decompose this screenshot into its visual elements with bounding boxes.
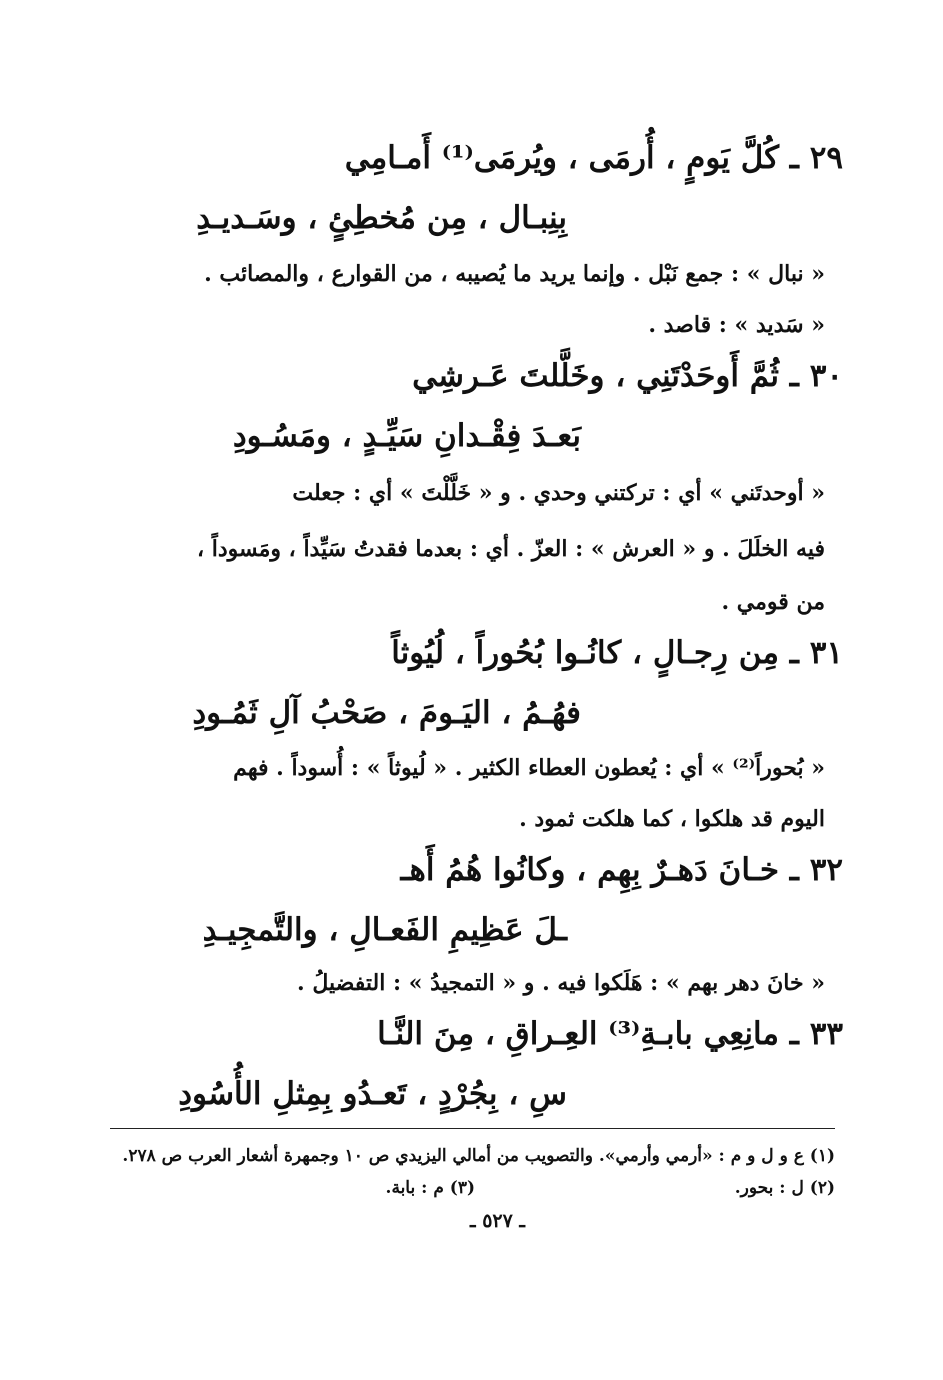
verse-33-line-1: ٣٣ ـ مانِعِي بابـةِ⁽³⁾ العِـراقِ ، مِنَ النَّـا: [377, 1016, 843, 1052]
verse-30-gloss-3: من قومي .: [721, 589, 825, 615]
verse-29-line-1: ٢٩ ـ كُلَّ يَومٍ ، أُرمَى ، ويُرمَى⁽¹⁾ أَمـامِي: [344, 140, 843, 176]
page-number: ـ ٥٢٧ ـ: [470, 1210, 525, 1232]
verse-30-gloss-2: فيه الخلَلَ . و « العرش » : العزّ . أي : بعدما فقدتُ سَيِّداً ، ومَسوداً ،: [196, 536, 825, 562]
verse-31-line-2: فهُـمُ ، اليَـومَ ، صَحْبُ آلِ ثَمُـودِ: [192, 695, 581, 731]
footnote-3: (٣) م : بابة.: [385, 1178, 475, 1198]
verse-29-line-2: بِنِبـال ، مِن مُخطِئٍ ، وسَـديـدِ: [196, 200, 567, 236]
verse-32-line-2: ـلَ عَظِيمِ الفَعـالِ ، والتَّمجِيـدِ: [202, 912, 567, 948]
verse-31-gloss-2: اليوم قد هلكوا ، كما هلكت ثمود .: [519, 806, 825, 832]
verse-30-gloss-1: « أوحدتَني » أي : تركتني وحدي . و « خَلَّلْتَ » أي : جعلت: [292, 480, 825, 506]
verse-31-gloss-1: « بُحوراً⁽²⁾ » أي : يُعطون العطاء الكثير . « لُيوثاً » : أُسوداً . فهم: [233, 755, 825, 781]
verse-29-gloss-2: « سَديد » : قاصد .: [648, 312, 825, 338]
verse-30-line-2: بَعـدَ فِقْـدانِ سَيِّـدٍ ، ومَسُـودِ: [232, 418, 581, 454]
footnote-2: (٢) ل : بحور.: [734, 1178, 835, 1198]
footnote-1: (١) ع و ل و م : «أرمي وأرمي». والتصويب من أمالي اليزيدي ص ١٠ وجمهرة أشعار العرب ص ٢٧٨.: [122, 1146, 835, 1166]
verse-30-line-1: ٣٠ ـ ثُمَّ أَوحَدْتَنِي ، وخَلَّلتَ عَـرشِي: [412, 358, 843, 394]
verse-32-gloss-1: « خانَ دهر بهم » : هَلَكوا فيه . و « التمجيدُ » : التفضيلُ .: [297, 970, 825, 996]
verse-29-gloss-1: « نبال » : جمع نَبْل . وإنما يريد ما يُصيبه ، من القوارع ، والمصائب .: [204, 261, 825, 287]
verse-31-line-1: ٣١ ـ مِن رِجـالٍ ، كانُـوا بُحُوراً ، لُيُوثاً: [391, 635, 843, 671]
verse-33-line-2: سِ ، بِجُرْدٍ ، تَعـدُو بِمِثلِ الأُسُودِ: [178, 1076, 567, 1112]
verse-32-line-1: ٣٢ ـ خـانَ دَهـرٌ بِهِم ، وكانُوا هُمُ أَهـ: [400, 852, 843, 888]
footnote-separator: [110, 1128, 835, 1129]
